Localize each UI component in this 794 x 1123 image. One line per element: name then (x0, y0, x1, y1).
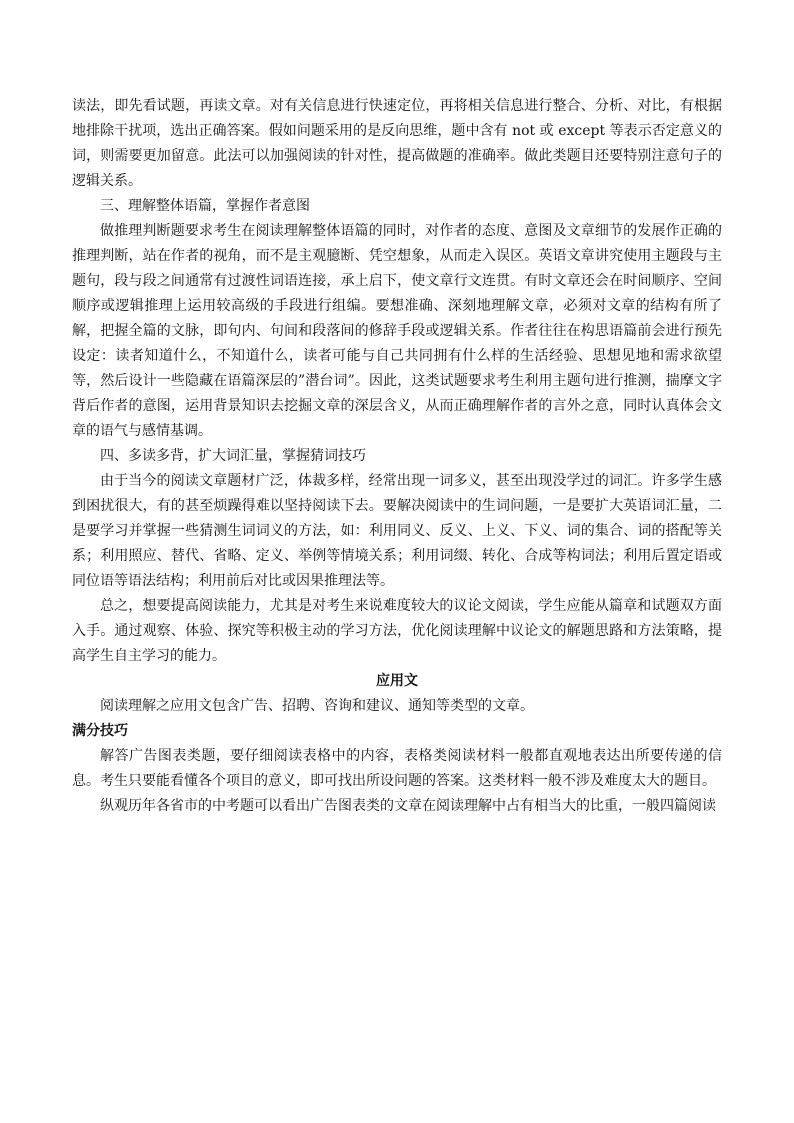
paragraph-chart-tips: 解答广告图表类题，要仔细阅读表格中的内容，表格类阅读材料一般都直观地表达出所要传递的信息。考生只要能看懂各个项目的意义，即可找出所设问题的答案。这类材料一般不涉及难度太大的题目。 (72, 748, 722, 789)
paragraph-practical-intro: 阅读理解之应用文包含广告、招聘、咨询和建议、通知等类型的文章。 (100, 698, 534, 714)
section-heading-3: 三、理解整体语篇，掌握作者意图 (100, 198, 310, 214)
paragraph-inference: 做推理判断题要求考生在阅读理解整体语篇的同时，对作者的态度、意图及文章细节的发展作正确的推理判断，站在作者的视角，而不是主观臆断、凭空想象，从而走入误区。英语文章讲究使用主题段与主题句，段与段之间通常有过渡性词语连接，承上启下，使文章行文连贯。有时文章还会在时间顺序、空间顺序或逻辑推理上运用较高级的手段进行组编。要想准确、深刻地理解文章，必须对文章的结构有所了解，把握全篇的文脉，即句内、句间和段落间的修辞手段或逻辑关系。作者往往在构思语篇前会进行预先设定：读者知道什么，不知道什么，读者可能与自己共同拥有什么样的生活经验、思想见地和需求欲望等，然后设计一些隐藏在语篇深层的”潜台词”。因此，这类试题要求考生利用主题句进行推测，揣摩文字背后作者的意图，运用背景知识去挖掘文章的深层含义，从而正确理解作者的言外之意，同时认真体会文章的语气与感情基调。 (72, 223, 722, 439)
section-heading-4: 四、多读多背，扩大词汇量，掌握猜词技巧 (100, 448, 366, 464)
paragraph-summary: 总之，想要提高阅读能力，尤其是对考生来说难度较大的议论文阅读，学生应能从篇章和试题双方面入手。通过观察、体验、探究等积极主动的学习方法，优化阅读理解中议论文的解题思路和方法策略，提高学生自主学习的能力。 (72, 598, 722, 664)
section-title-practical-writing: 应用文 (376, 673, 418, 689)
paragraph-exam-trend: 纵观历年各省市的中考题可以看出广告图表类的文章在阅读理解中占有相当大的比重，一般四篇阅读 (100, 798, 716, 814)
paragraph-vocabulary: 由于当今的阅读文章题材广泛，体裁多样，经常出现一词多义，甚至出现没学过的词汇。许多学生感到困扰很大，有的甚至烦躁得难以坚持阅读下去。要解决阅读中的生词问题，一是要扩大英语词汇量，二是要学习并掌握一些猜测生词词义的方法，如：利用同义、反义、上义、下义、词的集合、词的搭配等关系；利用照应、替代、省略、定义、举例等情境关系；利用词缀、转化、合成等构词法；利用后置定语或同位语等语法结构；利用前后对比或因果推理法等。 (72, 473, 722, 589)
document-page (72, 94, 722, 819)
tips-heading: 满分技巧 (72, 723, 128, 739)
paragraph-reading-method: 读法，即先看试题，再读文章。对有关信息进行快速定位，再将相关信息进行整合、分析、对比，有根据地排除干扰项，选出正确答案。假如问题采用的是反向思维，题中含有 not 或 except 等表示否定意义的词，则需要更加留意。此法可以加强阅读的针对性，提高做题的准确率。做此类题目还要特别注意句子的逻辑关系。 (72, 98, 722, 189)
